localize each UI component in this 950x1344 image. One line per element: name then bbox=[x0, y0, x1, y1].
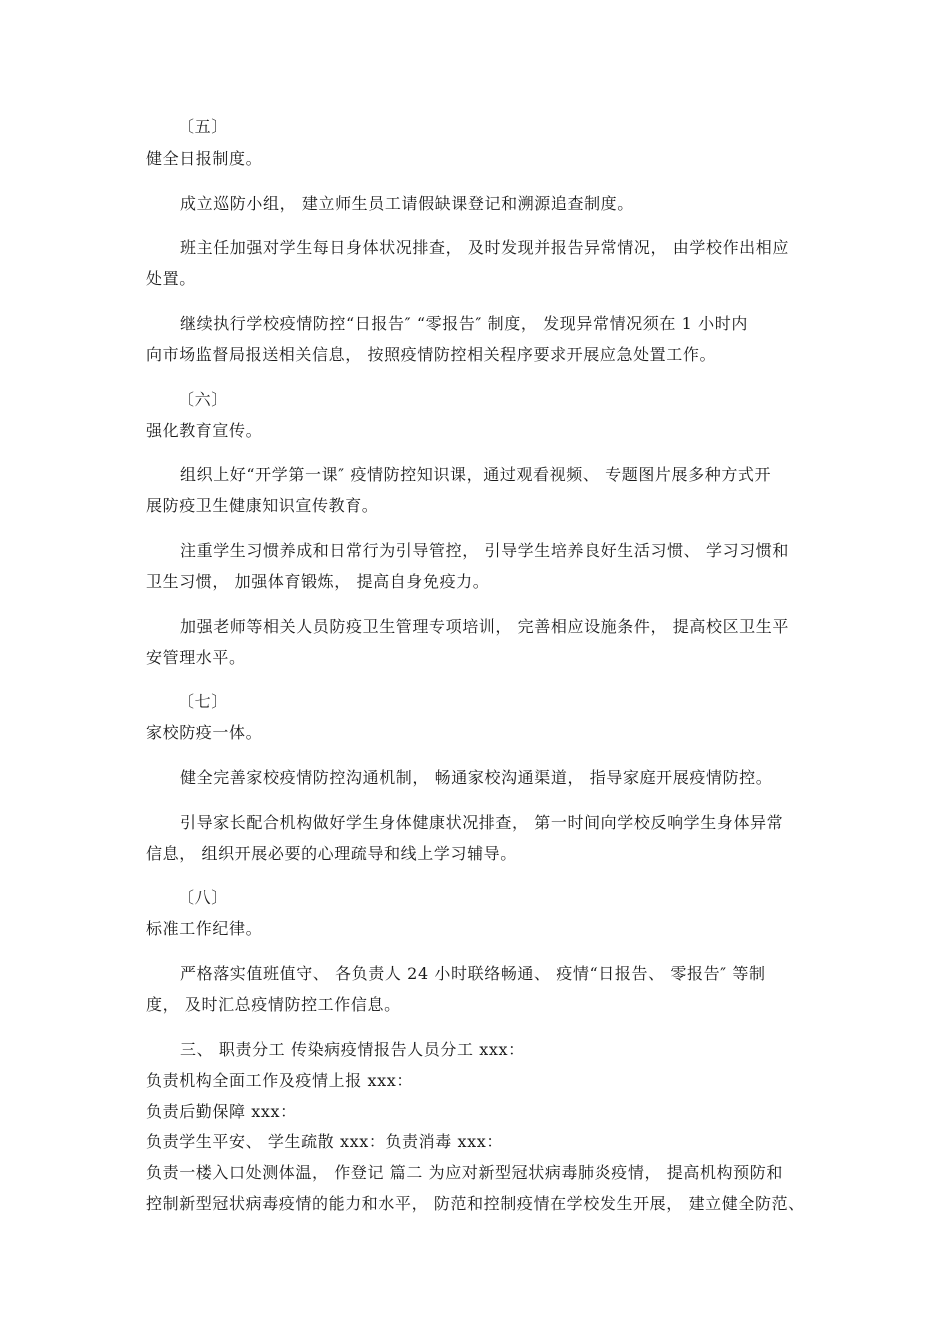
paragraph-line: 继续执行学校疫情防控“日报告″ “零报告″ 制度， 发现异常情况须在 1 小时内 bbox=[180, 314, 748, 333]
paragraph-line: 负责机构全面工作及疫情上报 xxx： bbox=[146, 1071, 413, 1090]
paragraph-line: 控制新型冠状病毒疫情的能力和水平， 防范和控制疫情在学校发生开展， 建立健全防范、 bbox=[146, 1194, 805, 1213]
paragraph-line: 度， 及时汇总疫情防控工作信息。 bbox=[146, 995, 401, 1014]
paragraph-line: 严格落实值班值守、 各负责人 24 小时联络畅通、 疫情“日报告、 零报告″ 等制 bbox=[180, 964, 766, 983]
paragraph-line: 安管理水平。 bbox=[146, 648, 246, 667]
section-heading-6: 强化教育宣传。 bbox=[146, 421, 263, 440]
section-heading-5: 健全日报制度。 bbox=[146, 149, 263, 168]
section-heading-8: 标准工作纪律。 bbox=[146, 919, 263, 938]
paragraph-line: 健全完善家校疫情防控沟通机制， 畅通家校沟通渠道， 指导家庭开展疫情防控。 bbox=[180, 768, 773, 787]
section-number-7: 〔七〕 bbox=[178, 692, 228, 711]
paragraph-line: 负责后勤保障 xxx： bbox=[146, 1102, 297, 1121]
paragraph-line: 组织上好“开学第一课″ 疫情防控知识课，通过观看视频、 专题图片展多种方式开 bbox=[180, 465, 772, 484]
paragraph-line: 信息， 组织开展必要的心理疏导和线上学习辅导。 bbox=[146, 844, 517, 863]
paragraph-line: 向市场监督局报送相关信息， 按照疫情防控相关程序要求开展应急处置工作。 bbox=[146, 345, 717, 364]
paragraph-line: 注重学生习惯养成和日常行为引导管控， 引导学生培养良好生活习惯、 学习习惯和 bbox=[180, 541, 789, 560]
section-heading-duties: 三、 职责分工 传染病疫情报告人员分工 xxx： bbox=[180, 1040, 525, 1059]
section-number-6: 〔六〕 bbox=[178, 390, 228, 409]
paragraph-line: 卫生习惯， 加强体育锻炼， 提高自身免疫力。 bbox=[146, 572, 490, 591]
paragraph-line: 处置。 bbox=[146, 269, 196, 288]
section-number-8: 〔八〕 bbox=[178, 888, 228, 907]
paragraph-line: 加强老师等相关人员防疫卫生管理专项培训， 完善相应设施条件， 提高校区卫生平 bbox=[180, 617, 789, 636]
paragraph-line: 负责学生平安、 学生疏散 xxx：负责消毒 xxx： bbox=[146, 1132, 503, 1151]
section-heading-7: 家校防疫一体。 bbox=[146, 723, 263, 742]
section-number-5: 〔五〕 bbox=[178, 117, 228, 136]
paragraph-line: 成立巡防小组， 建立师生员工请假缺课登记和溯源追查制度。 bbox=[180, 194, 634, 213]
paragraph-line: 展防疫卫生健康知识宣传教育。 bbox=[146, 496, 379, 515]
paragraph-line: 负责一楼入口处测体温， 作登记 篇二 为应对新型冠状病毒肺炎疫情， 提高机构预防和 bbox=[146, 1163, 783, 1182]
paragraph-line: 班主任加强对学生每日身体状况排查， 及时发现并报告异常情况， 由学校作出相应 bbox=[180, 238, 789, 257]
paragraph-line: 引导家长配合机构做好学生身体健康状况排查， 第一时间向学校反响学生身体异常 bbox=[180, 813, 784, 832]
